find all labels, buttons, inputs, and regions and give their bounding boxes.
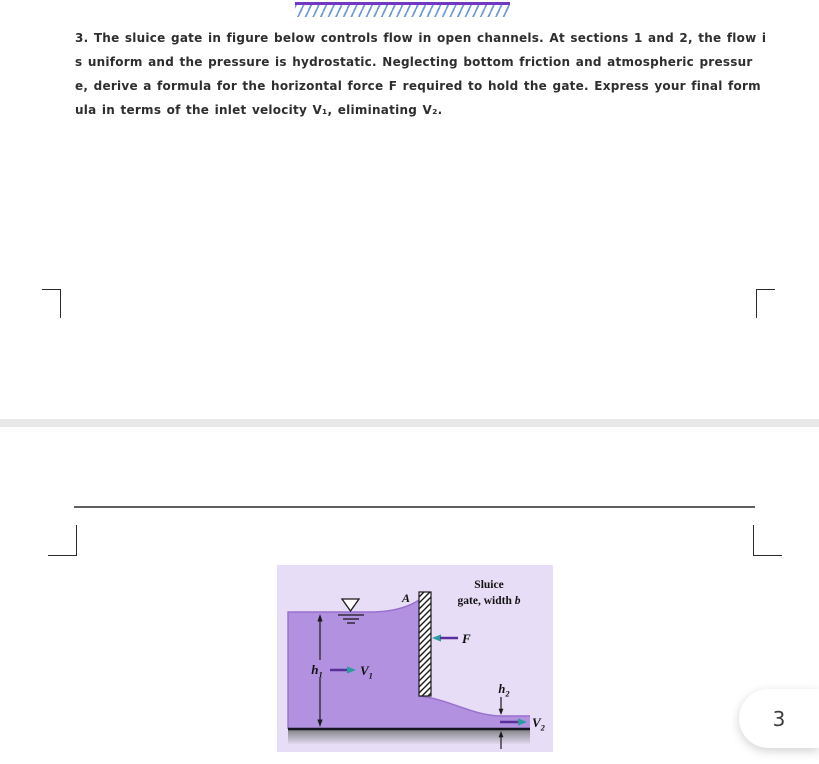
- problem-line-4: ula in terms of the inlet velocity V₁, eliminating V₂.: [75, 103, 443, 117]
- problem-line-1: 3. The sluice gate in figure below controls flow in open channels. At sections 1 and 2, the flow i: [75, 31, 767, 45]
- v1-label: $V_1$: [360, 663, 373, 681]
- sluice-gate-diagram: [277, 565, 553, 752]
- point-a-label: A: [401, 591, 411, 605]
- sluice-gate-figure: [277, 565, 553, 752]
- crop-mark-bottom-left: [48, 525, 77, 556]
- page-number: 3: [772, 706, 786, 731]
- hatched-wall-icon: [295, 2, 510, 17]
- page-number-badge[interactable]: [739, 689, 819, 748]
- gate-caption-line2: gate, width b: [457, 595, 521, 607]
- page-separator: [0, 419, 819, 427]
- h2-label: $h_2$: [498, 682, 510, 699]
- sluice-gate: [419, 592, 431, 696]
- gate-caption-line1: Sluice: [474, 579, 504, 591]
- ground-shading: [288, 730, 530, 744]
- v2-label: $V_2$: [532, 715, 545, 733]
- crop-mark-bottom-right: [753, 525, 782, 556]
- horizontal-rule: [74, 506, 755, 508]
- h1-label: $h_1$: [311, 662, 323, 680]
- f-label: F: [462, 631, 471, 646]
- problem-statement: [75, 26, 766, 122]
- problem-line-2: s uniform and the pressure is hydrostatic. Neglecting bottom friction and atmospheric pressur: [75, 55, 753, 69]
- crop-mark-top-left: [42, 289, 61, 318]
- crop-mark-top-right: [756, 289, 775, 318]
- problem-line-3: e, derive a formula for the horizontal force F required to hold the gate. Express your final form: [75, 79, 761, 93]
